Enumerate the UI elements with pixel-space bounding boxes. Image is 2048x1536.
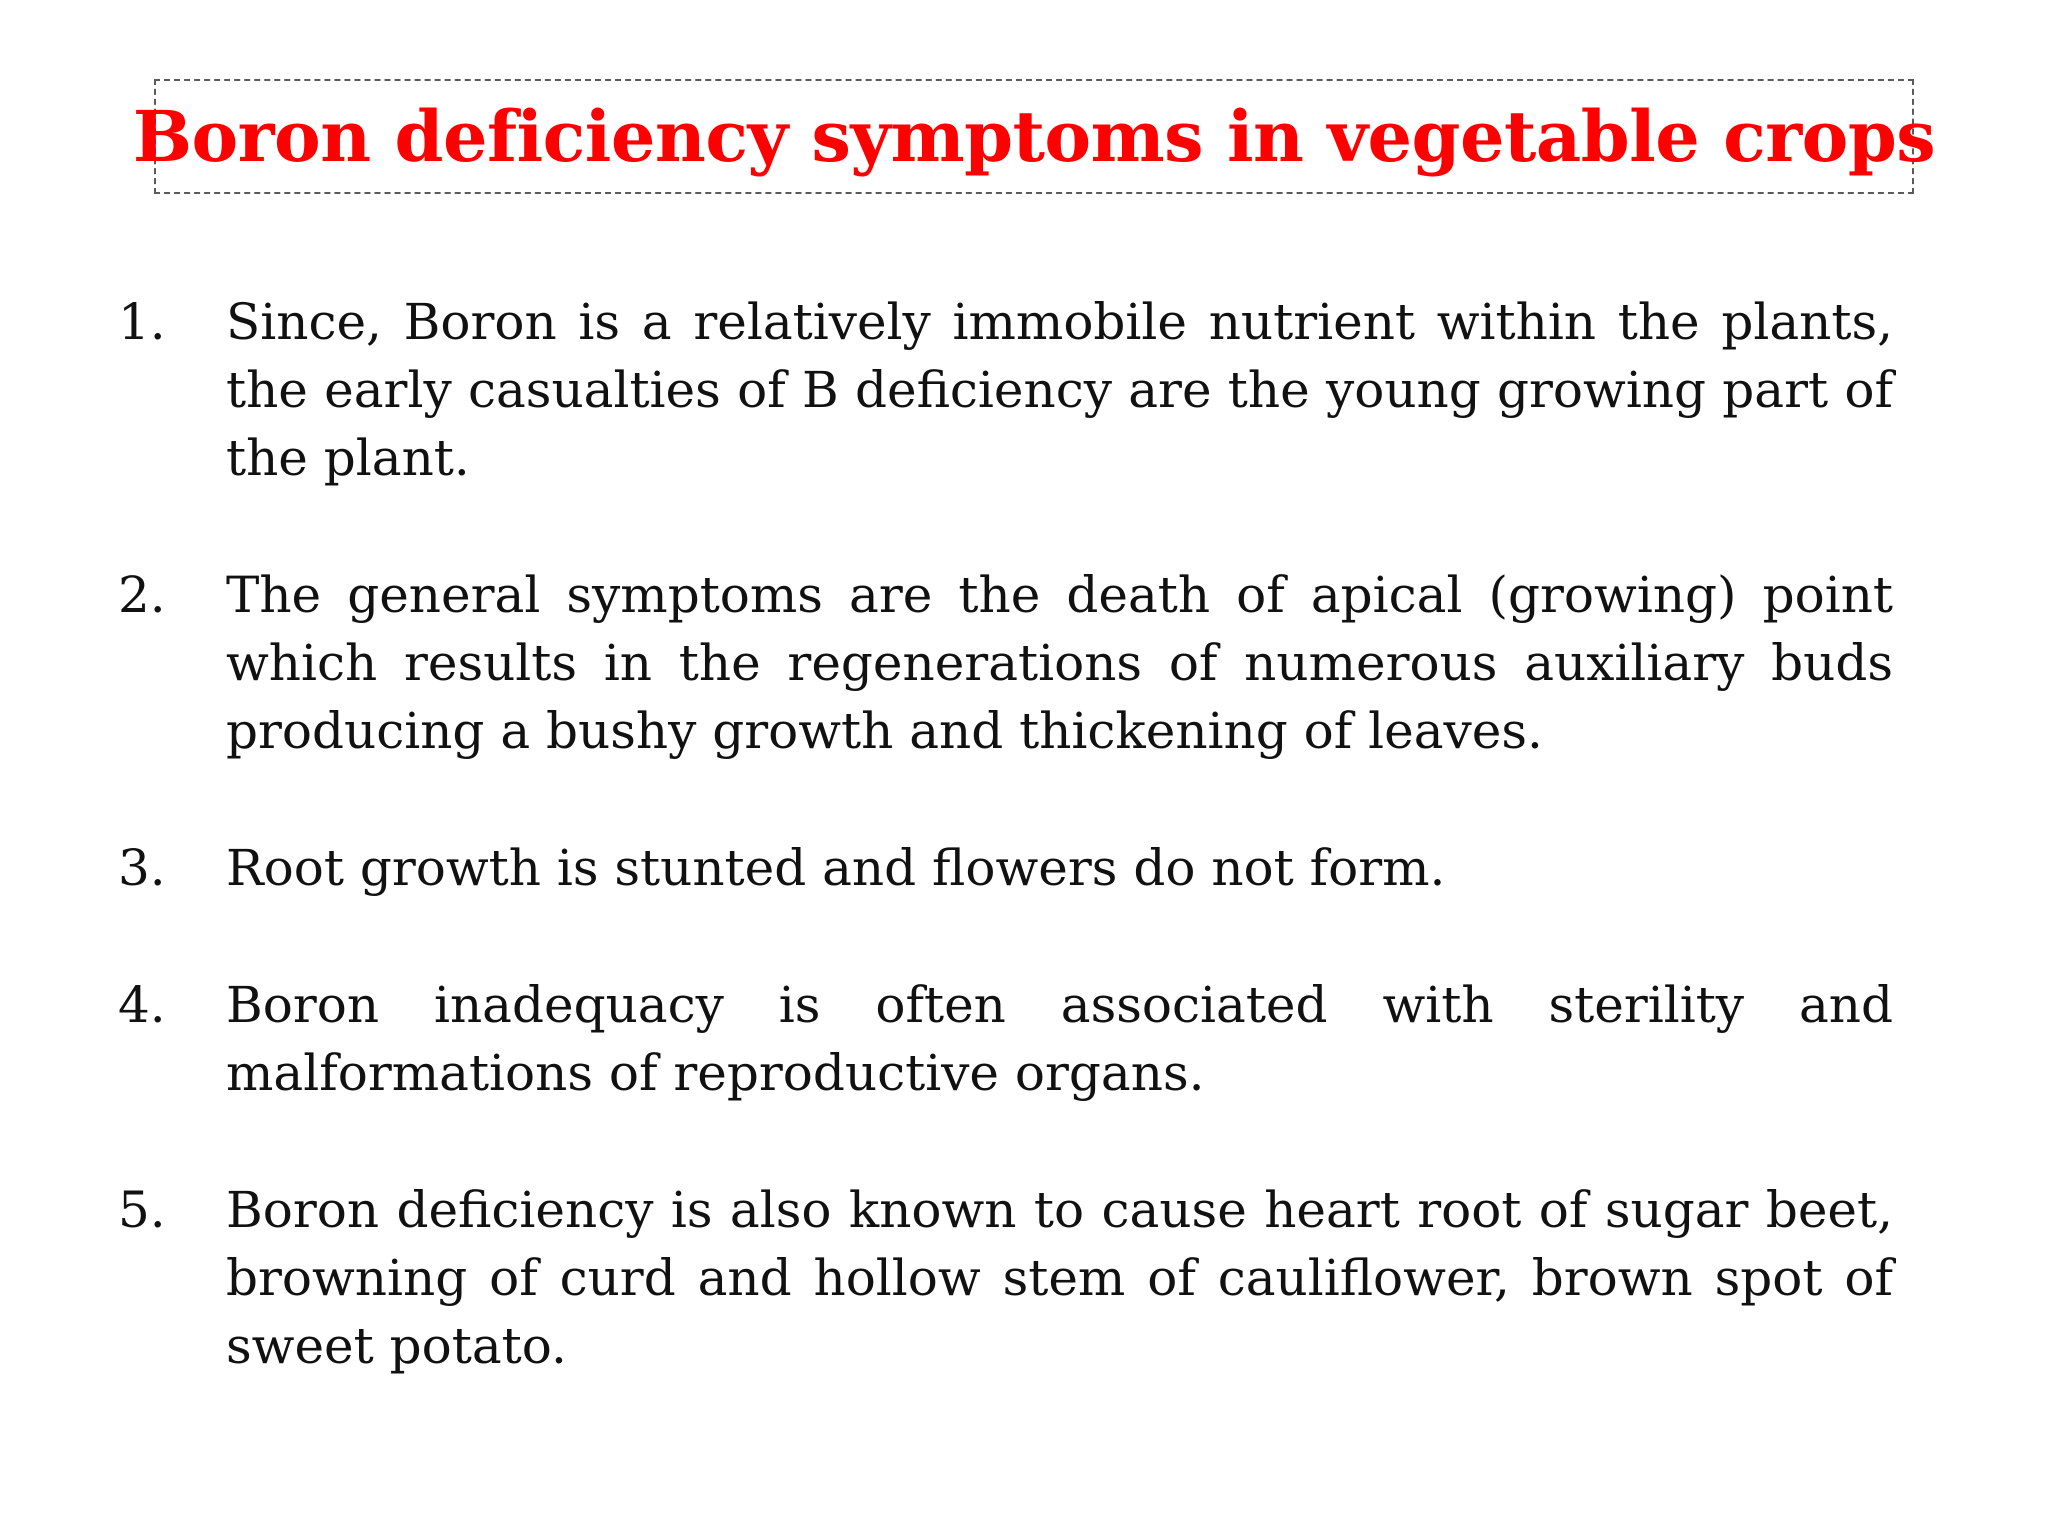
list-item-text: Root growth is stunted and flowers do not form. [226,839,1446,897]
list-item-number: 2. [118,566,166,624]
list-item [118,971,1893,1107]
list-item-number: 3. [118,839,166,897]
list-item [118,561,1893,765]
list-item-text: Boron inadequacy is often associated with sterility and malformations of reproductive organs. [226,976,1893,1102]
list-item-text: The general symptoms are the death of apical (growing) point which results in the regenerations of numerous auxiliary buds producing a bushy growth and thickening of leaves. [226,566,1893,760]
title-frame [132,79,1936,194]
list-item [118,1176,1893,1380]
list-item-number: 5. [118,1181,166,1239]
list-item-number: 1. [118,293,166,351]
slide-title: Boron deficiency symptoms in vegetable crops [132,94,1936,178]
list-item-text: Boron deficiency is also known to cause heart root of sugar beet, browning of curd and hollow stem of cauliflower, brown spot of sweet potato. [226,1181,1893,1375]
list-item-text: Since, Boron is a relatively immobile nutrient within the plants, the early casualties of B deficiency are the young growing part of the plant. [226,293,1893,487]
symptom-list [118,288,1893,1380]
list-item [118,834,1893,902]
list-item-number: 4. [118,976,166,1034]
list-item [118,288,1893,492]
